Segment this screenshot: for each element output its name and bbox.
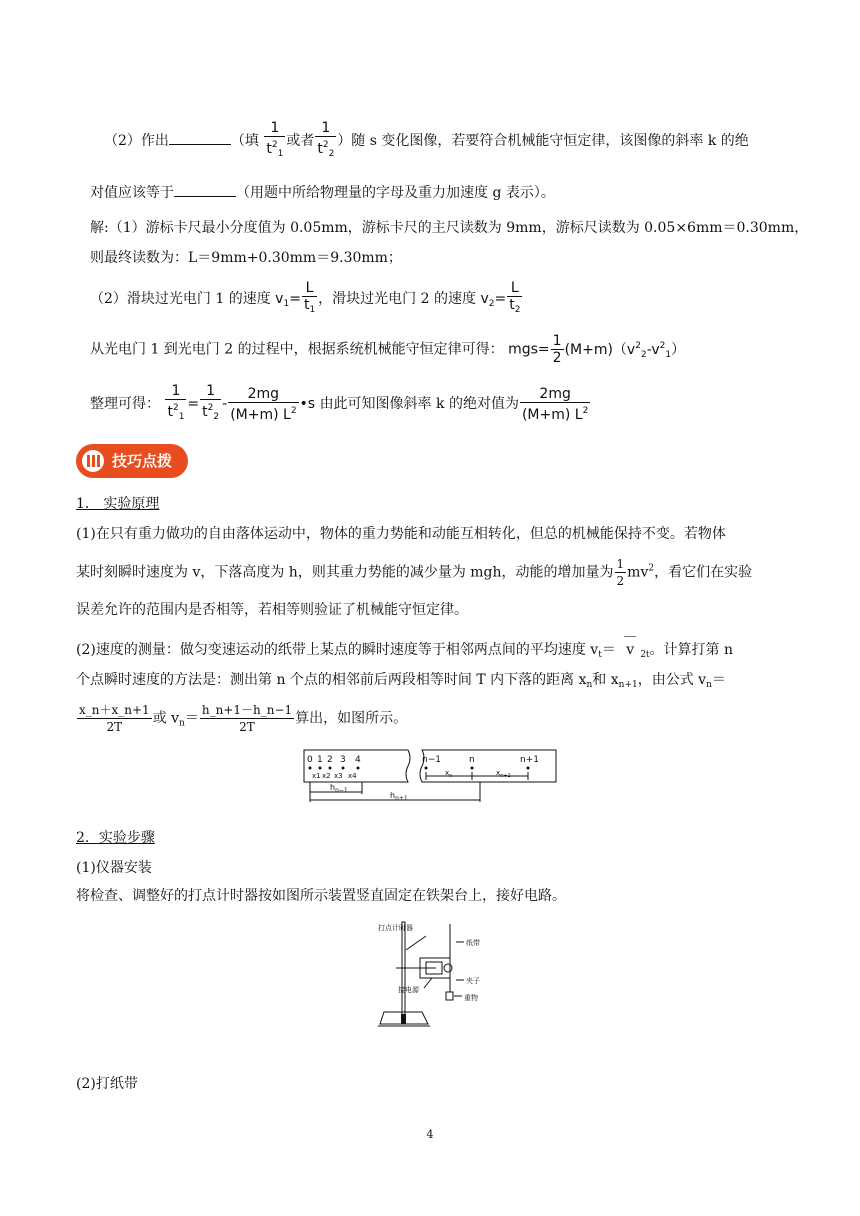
tape-label-4: 4	[355, 755, 361, 765]
tape-label-1: 1	[317, 755, 323, 765]
q2-line-2: 对值应该等于 （用题中所给物理量的字母及重力加速度 g 表示）。	[90, 182, 555, 203]
fraction-1-over-t2sq: $\frac{1}{t^2_2}$	[317, 120, 335, 159]
fraction-L-over-t2: $\frac{L}{t_2}$	[509, 280, 521, 315]
solution-line-4: 从光电门 1 到光电门 2 的过程中，根据系统机械能守恒定律可得： mgs= $\frac{1}{2}$ $(M+m)(v^2_2-v^2_1)$	[90, 333, 686, 366]
tape-label-3: 3	[340, 755, 346, 765]
tape-x3: x3	[334, 772, 343, 780]
paper-tape-figure	[300, 746, 562, 806]
solution-line-5: 整理可得： $\frac{1}{t^2_1}$ = $\frac{1}{t^2_2}$ - $\frac{2mg}{(M+m) L^2}$ •s 由此可知图像斜率 k 的绝对值为 $\frac{2mg}{(M+m) L^2}$	[90, 383, 589, 423]
tape-h-label-2: $h_{n+1}$	[390, 791, 408, 802]
solution-line-1: 解:（1）游标卡尺最小分度值为 0.05mm，游标卡尺的主尺读数为 9mm，游标尺读数为 0.05×6mm＝0.30mm，	[90, 220, 809, 236]
tips-badge: 技巧点拨	[76, 444, 188, 478]
q2-text: （2）作出	[104, 133, 169, 149]
fraction-L-over-t1: $\frac{L}{t_1}$	[303, 280, 316, 315]
tape-x1: x1	[312, 772, 321, 780]
tape-label-0: 0	[307, 755, 313, 765]
solution-line-2: 则最终读数为：L＝9mm+0.30mm＝9.30mm；	[90, 250, 402, 266]
label-tape: 纸带	[466, 939, 480, 947]
principle-line-3: 误差允许的范围内是否相等，若相等则验证了机械能守恒定律。	[76, 602, 468, 618]
label-weight: 重物	[464, 994, 478, 1002]
label-timer: 打点计时器	[378, 924, 413, 932]
tape-x2: x2	[322, 772, 331, 780]
solution-line-3: （2）滑块过光电门 1 的速度 $v_1=$ $\frac{L}{t_1}$ ，滑块过光电门 2 的速度 $v_2=$ $\frac{L}{t_2}$	[90, 280, 523, 318]
step-2-title: (2)打纸带	[76, 1076, 138, 1092]
velocity-line-3: $\frac{x\_n+x\_n+1}{2T}$ 或 $v_n=$ $\frac{h\_n+1-h\_n-1}{2T}$ 算出，如图所示。	[79, 703, 408, 734]
tape-seg-xn: $x_n$	[445, 769, 453, 779]
step-1-text: 将检查、调整好的打点计时器按如图所示装置竖直固定在铁架台上，接好电路。	[76, 888, 566, 904]
page-number: 4	[426, 1128, 434, 1141]
tape-x4: x4	[348, 772, 357, 780]
label-power: 接电源	[398, 986, 419, 994]
tape-label-n: n	[469, 755, 475, 765]
section-2-title: 2．实验步骤	[76, 830, 155, 846]
label-clip: 夹子	[466, 977, 480, 985]
velocity-line-1: (2)速度的测量：做匀变速运动的纸带上某点的瞬时速度等于相邻两点间的平均速度 $v_t=$ v $_{2t}$。计算打第 n	[76, 640, 733, 665]
apparatus-figure	[374, 914, 494, 1040]
tape-label-n+1: n+1	[520, 755, 539, 765]
principle-line-1: (1)在只有重力做功的自由落体运动中，物体的重力势能和动能互相转化，但总的机械能保持不变。若物体	[76, 526, 726, 542]
answer-blank-1[interactable]	[169, 130, 231, 145]
tape-label-n-1: n−1	[422, 755, 441, 765]
book-icon	[82, 450, 104, 472]
step-1-title: (1)仪器安装	[76, 860, 152, 876]
principle-line-2: 某时刻瞬时速度为 v，下落高度为 h，则其重力势能的减少量为 mgh，动能的增加量为 $\frac{1}{2}$ $mv^2$，看它们在实验	[76, 557, 753, 588]
section-1-title: 1． 实验原理	[76, 496, 160, 512]
tape-label-2: 2	[327, 755, 333, 765]
velocity-line-2: 个点瞬时速度的方法是：测出第 n 个点的相邻前后两段相等时间 T 内下落的距离 $x_n$和 $x_{n+1}$，由公式 $v_n=$	[76, 672, 726, 690]
tape-h-label-1: $h_{n-1}$	[330, 783, 348, 794]
tape-seg-xn1: $x_{n+1}$	[496, 769, 511, 779]
fraction-1-over-t1sq: $\frac{1}{t^2_1}$	[266, 120, 284, 159]
q2-line-1: （2）作出 （填 $\frac{1}{t^2_1}$ 或者 $\frac{1}{t^2_2}$ ）随 s 变化图像，若要符合机械能守恒定律，该图像的斜率 k 的绝	[104, 120, 749, 162]
answer-blank-2[interactable]	[174, 182, 236, 197]
